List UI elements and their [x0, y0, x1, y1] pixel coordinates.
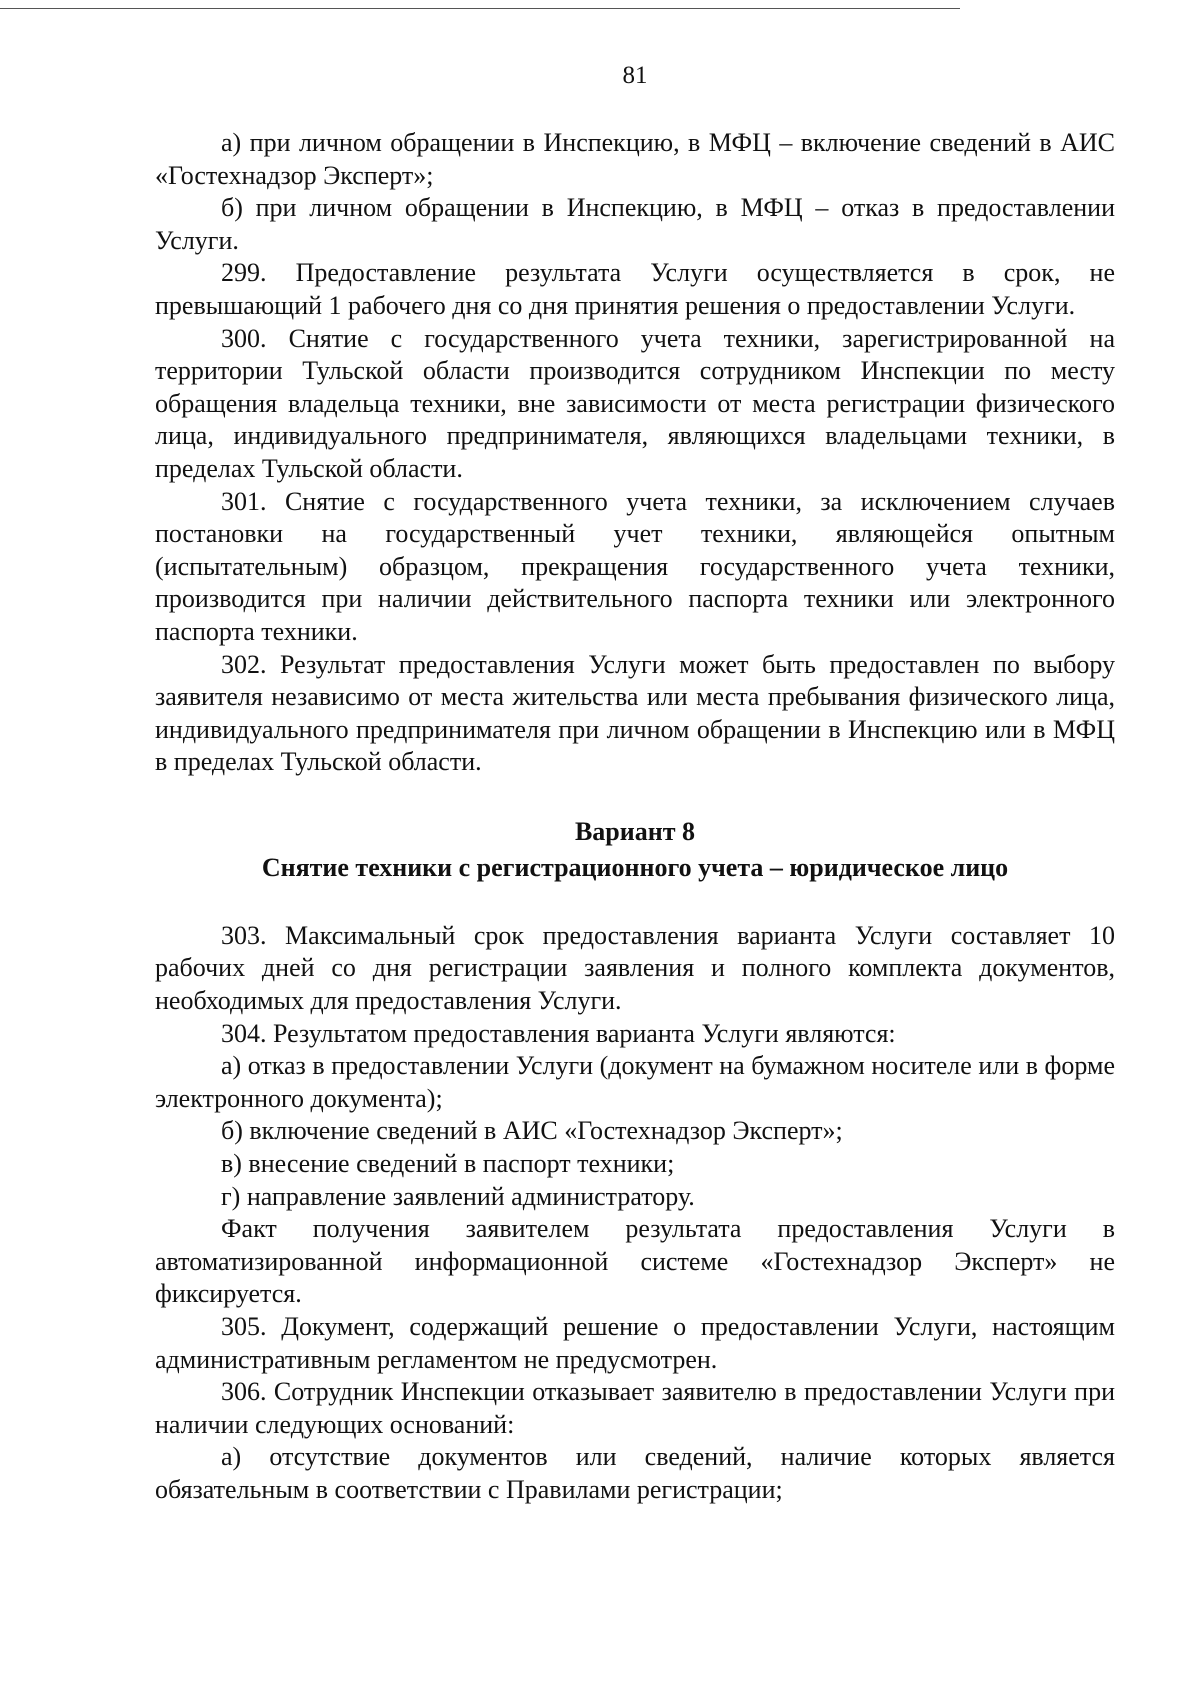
paragraph: в) внесение сведений в паспорт техники;: [221, 1149, 675, 1179]
paragraph: 303. Максимальный срок предоставления варианта Услуги составляет 10 рабочих дней со дня регистрации заявления и полного комплекта документов, необходимых для предоставления Услуги.: [155, 920, 1115, 1016]
paragraph: 305. Документ, содержащий решение о предоставлении Услуги, настоящим административным регламентом не предусмотрен.: [155, 1312, 1115, 1374]
heading-variant: Вариант 8: [574, 816, 696, 846]
paragraph: а) отсутствие документов или сведений, наличие которых является обязательным в соответствии с Правилами регистрации;: [155, 1442, 1115, 1504]
paragraph: а) отказ в предоставлении Услуги (документ на бумажном носителе или в форме электронного документа);: [155, 1051, 1115, 1113]
paragraph: 300. Снятие с государственного учета техники, зарегистрированной на территории Тульской области производится сотрудником Инспекции по месту обращения владельца техники, вне зависимости от места регистрации физического лица, индивидуального предпринимателя, являющихся владельцами техники, в пределах Тульской области.: [155, 323, 1115, 483]
paragraph: б) включение сведений в АИС «Гостехнадзор Эксперт»;: [221, 1116, 843, 1146]
paragraph: Факт получения заявителем результата предоставления Услуги в автоматизированной информационной системе «Гостехнадзор Эксперт» не фиксируется.: [155, 1214, 1115, 1309]
paragraph: б) при личном обращении в Инспекцию, в МФЦ – отказ в предоставлении Услуги.: [155, 193, 1115, 255]
paragraph: а) при личном обращении в Инспекцию, в МФЦ – включение сведений в АИС «Гостехнадзор Эксперт»;: [155, 128, 1115, 190]
section-heading: [155, 814, 1115, 886]
heading-title: Снятие техники с регистрационного учета – юридическое лицо: [261, 852, 1009, 882]
paragraph: 299. Предоставление результата Услуги осуществляется в срок, не превышающий 1 рабочего дня со дня принятия решения о предоставлении Услуги.: [155, 258, 1115, 320]
paragraph: 304. Результатом предоставления варианта Услуги являются:: [221, 1018, 896, 1048]
paragraph: г) направление заявлений администратору.: [221, 1181, 695, 1211]
paragraph: 301. Снятие с государственного учета техники, за исключением случаев постановки на государственный учет техники, являющейся опытным (испытательным) образцом, прекращения государственного учета техники, производится при наличии действительного паспорта техники или электронного паспорта техники.: [155, 486, 1115, 646]
top-rule: [0, 8, 960, 9]
paragraph: 306. Сотрудник Инспекции отказывает заявителю в предоставлении Услуги при наличии следующих оснований:: [155, 1377, 1115, 1439]
paragraph: 302. Результат предоставления Услуги может быть предоставлен по выбору заявителя независимо от места жительства или места пребывания физического лица, индивидуального предпринимателя при личном обращении в Инспекцию или в МФЦ в пределах Тульской области.: [155, 649, 1115, 777]
document-body: [155, 127, 1115, 1507]
page-number: 81: [622, 62, 648, 89]
